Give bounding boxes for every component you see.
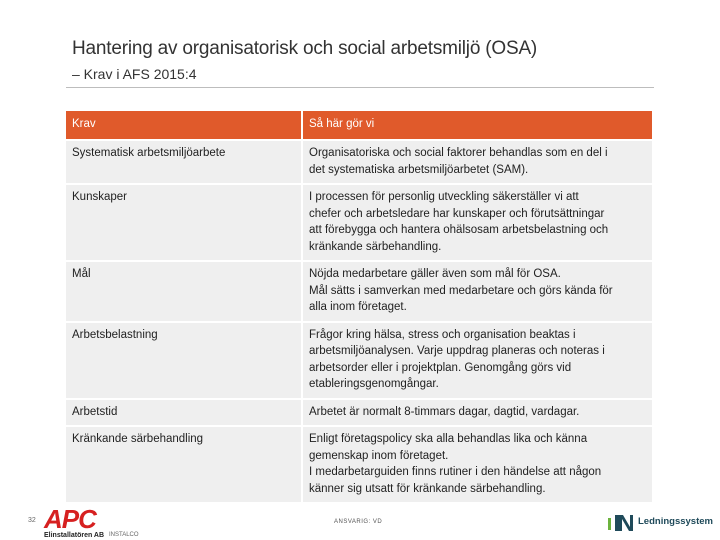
action-line: I processen för personlig utveckling säkerställer vi att — [309, 191, 579, 203]
action-line: Nöjda medarbetare gäller även som mål för OSA. — [309, 268, 561, 280]
ledningssystem-logo — [606, 513, 718, 533]
action-line: Frågor kring hälsa, stress och organisation beaktas i — [309, 328, 576, 341]
action-cell — [303, 323, 652, 400]
page-title: Hantering av organisatorisk och social arbetsmiljö (OSA) — [72, 38, 538, 59]
krav-cell: Mål — [66, 262, 303, 323]
krav-cell: Kunskaper — [66, 185, 303, 262]
action-line: gemenskap inom företaget. — [309, 449, 449, 462]
action-cell — [303, 262, 652, 323]
action-cell — [303, 185, 652, 262]
action-line: Enligt företagspolicy ska alla behandlas lika och känna — [309, 433, 588, 445]
krav-cell: Arbetstid — [66, 400, 303, 428]
footer-responsible: ANSVARIG: VD — [334, 519, 383, 525]
table-header-row — [66, 111, 652, 141]
action-line: Organisatoriska och social faktorer behandlas som en del i — [309, 147, 608, 159]
ledningssystem-logo-text: Ledningssystem — [638, 516, 713, 527]
column-header-krav: Krav — [66, 111, 303, 141]
table-row — [66, 185, 652, 262]
ledningssystem-logo-icon — [606, 514, 634, 532]
page-number: 32 — [28, 517, 36, 524]
action-line: etableringsgenomgångar. — [309, 378, 439, 390]
table-row — [66, 400, 652, 428]
action-cell — [303, 427, 652, 504]
apc-logo — [44, 504, 144, 540]
table-row — [66, 323, 652, 400]
action-line: arbetsorder eller i projektplan. Genomgång görs vid — [309, 361, 572, 374]
action-line: det systematiska arbetsmiljöarbetet (SAM). — [309, 163, 529, 176]
action-line: kränkande särbehandling. — [309, 240, 442, 253]
osa-requirements-table — [66, 111, 652, 504]
action-line: I medarbetarguiden finns rutiner i den händelse att någon — [309, 466, 602, 478]
table-row — [66, 141, 652, 185]
table-row — [66, 427, 652, 504]
krav-cell: Systematisk arbetsmiljöarbete — [66, 141, 303, 185]
action-line: Arbetet är normalt 8-timmars dagar, dagtid, vardagar. — [309, 405, 580, 418]
apc-logo-subtext: Elinstallatören AB — [44, 532, 105, 539]
action-line: att förebygga och hantera ohälsosam arbetsbelastning och — [309, 224, 609, 236]
action-line: chefer och arbetsledare har kunskaper och förutsättningar — [309, 207, 605, 220]
action-cell — [303, 141, 652, 185]
action-line: arbetsmiljöanalysen. Varje uppdrag planeras och noteras i — [309, 345, 605, 357]
instalco-logo-text: INSTALCO — [109, 532, 139, 538]
action-line: känner sig utsatt för kränkande särbehandling. — [309, 482, 546, 495]
column-header-sa-har-gor-vi: Så här gör vi — [303, 111, 652, 141]
action-line: Mål sätts i samverkan med medarbetare och görs kända för — [309, 284, 613, 297]
title-divider — [66, 87, 654, 88]
action-cell — [303, 400, 652, 428]
krav-cell: Kränkande särbehandling — [66, 427, 303, 504]
action-line: alla inom företaget. — [309, 301, 407, 313]
page-subtitle: – Krav i AFS 2015:4 — [72, 66, 197, 82]
table-row — [66, 262, 652, 323]
apc-logo-letters: APC — [44, 504, 96, 534]
krav-cell: Arbetsbelastning — [66, 323, 303, 400]
